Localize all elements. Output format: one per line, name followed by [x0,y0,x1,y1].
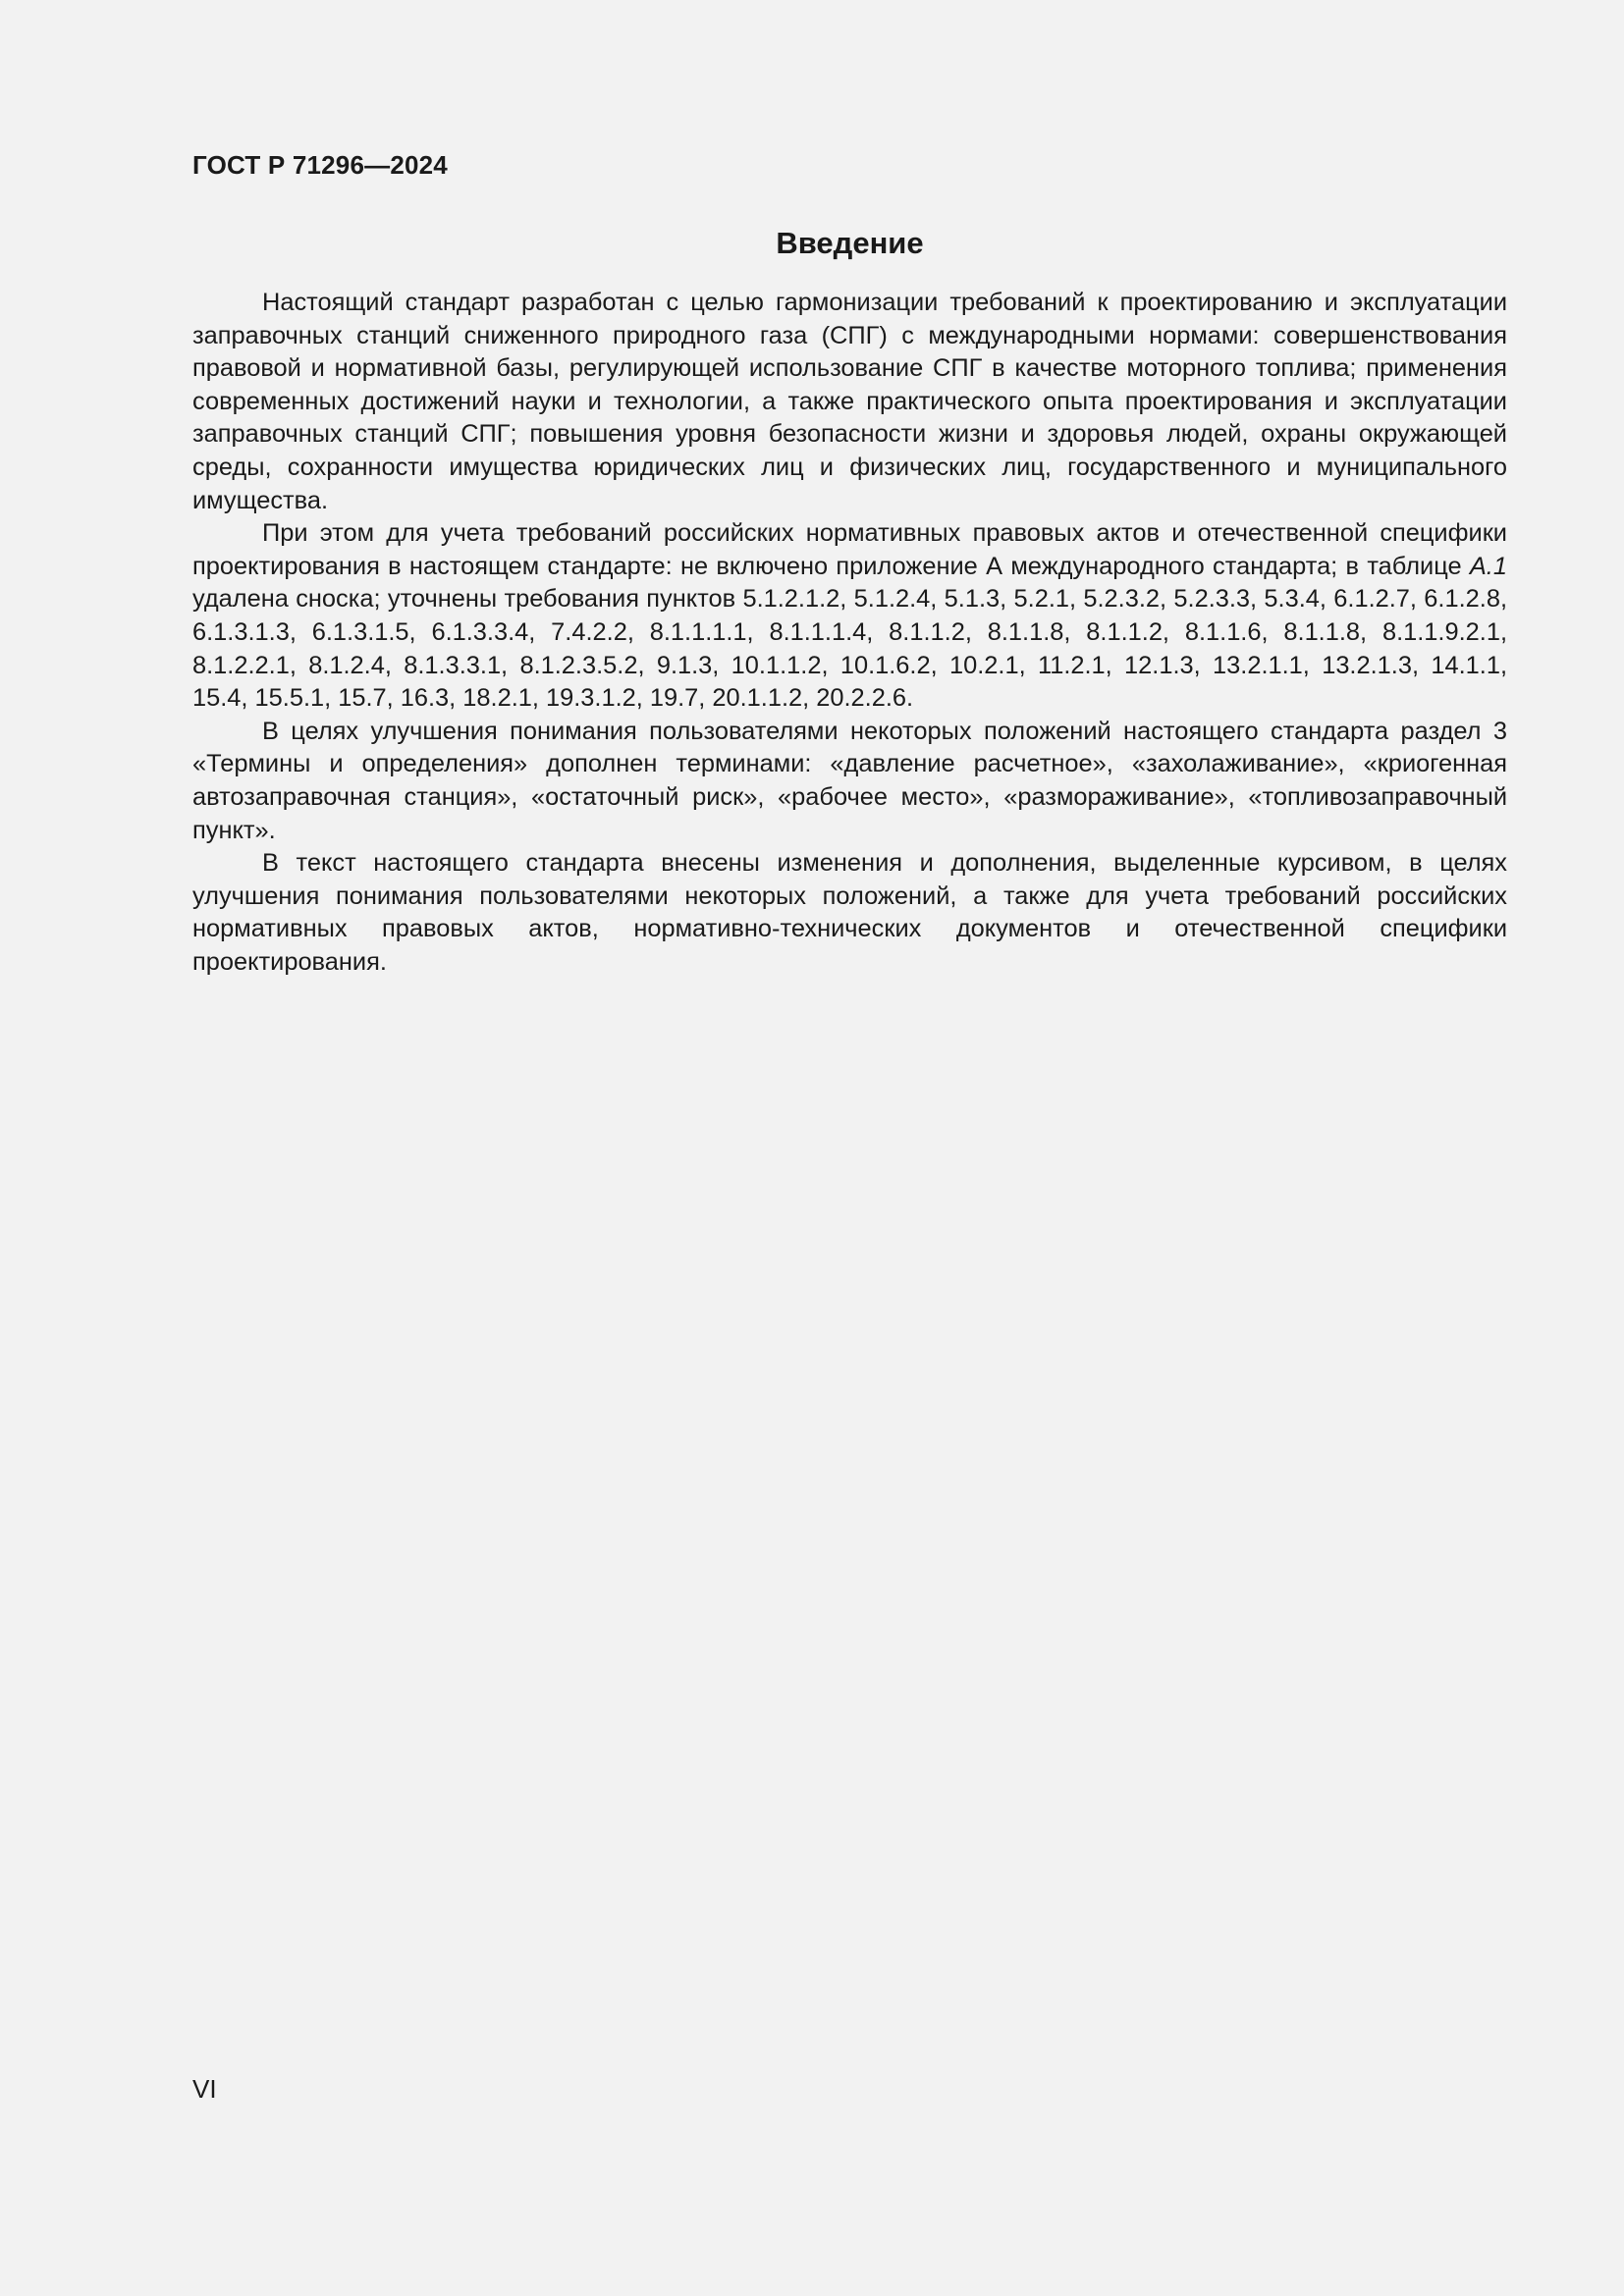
section-body [192,287,1507,979]
paragraph-2-text-start: При этом для учета требований российских нормативных правовых актов и отечественной специфики проектирования в настоящем стандарте: не включено приложение А международного стандарта; в таблице [192,519,1507,580]
paragraph-2 [192,517,1507,716]
paragraph-3: В целях улучшения понимания пользователями некоторых положений настоящего стандарта раздел 3 «Термины и определения» дополнен терминами: «давление расчетное», «захолаживание», «криогенная автозаправочная станция», «остаточный риск», «рабочее место», «размораживание», «топливозаправочный пункт». [192,717,1507,844]
page-number: VI [192,2074,217,2104]
table-reference: А.1 [1469,552,1507,580]
paragraph-1: Настоящий стандарт разработан с целью гармонизации требований к проектированию и эксплуатации заправочных станций сниженного природного газа (СПГ) с международными нормами: совершенствования правовой и нормативной базы, регулирующей использование СПГ в качестве моторного топлива; применения современных достижений науки и технологии, а также практического опыта проектирования и эксплуатации заправочных станций СПГ; повышения уровня безопасности жизни и здоровья людей, охраны окружающей среды, сохранности имущества юридических лиц и физических лиц, государственного и муниципального имущества. [192,289,1507,514]
paragraph-4: В текст настоящего стандарта внесены изменения и дополнения, выделенные курсивом, в целях улучшения понимания пользователями некоторых положений, а также для учета требований российских нормативных правовых актов, нормативно-технических документов и отечественной специфики проектирования. [192,849,1507,976]
document-code: ГОСТ Р 71296—2024 [192,150,448,180]
paragraph-2-text-end: удалена сноска; уточнены требования пунктов 5.1.2.1.2, 5.1.2.4, 5.1.3, 5.2.1, 5.2.3.2, 5.2.3.3, 5.3.4, 6.1.2.7, 6.1.2.8, 6.1.3.1.3, 6.1.3.1.5, 6.1.3.3.4, 7.4.2.2, 8.1.1.1.1, 8.1.1.1.4, 8.1.1.2, 8.1.1.8, 8.1.1.2, 8.1.1.6, 8.1.1.8, 8.1.1.9.2.1, 8.1.2.2.1, 8.1.2.4, 8.1.3.3.1, 8.1.2.3.5.2, 9.1.3, 10.1.1.2, 10.1.6.2, 10.2.1, 11.2.1, 12.1.3, 13.2.1.1, 13.2.1.3, 14.1.1, 15.4, 15.5.1, 15.7, 16.3, 18.2.1, 19.3.1.2, 19.7, 20.1.1.2, 20.2.2.6. [192,585,1507,713]
section-title: Введение [776,226,924,260]
